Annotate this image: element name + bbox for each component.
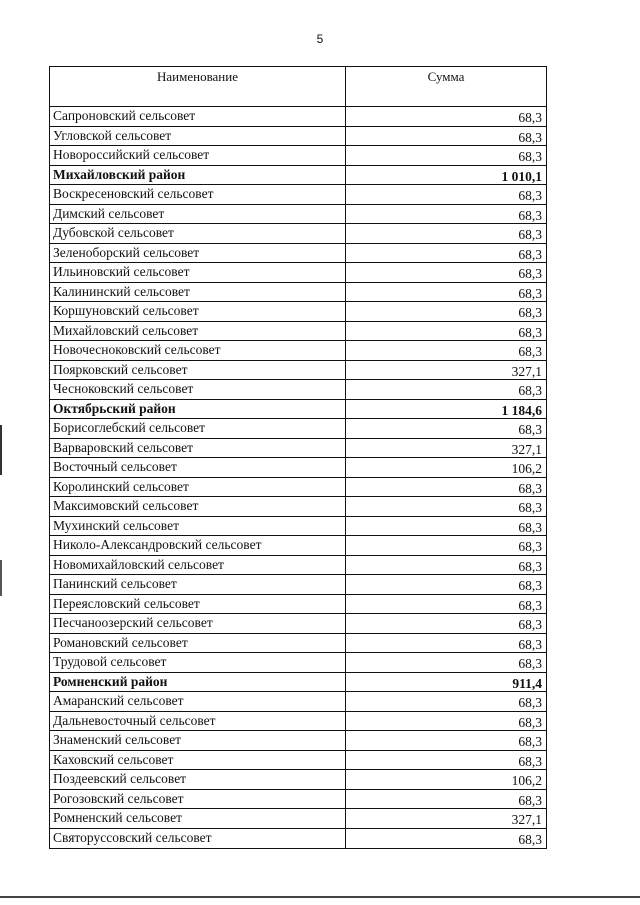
row-sum: 1 010,1 [501,168,542,184]
row-name: Октябрьский район [50,400,346,419]
row-name: Угловской сельсовет [50,127,346,146]
table-row [50,224,546,244]
table-row [50,575,546,595]
row-name: Михайловский район [50,166,346,185]
row-name: Николо-Александровский сельсовет [50,536,346,555]
row-sum: 68,3 [518,578,542,593]
row-name: Поярковский сельсовет [50,361,346,380]
row-sum: 68,3 [518,149,542,164]
header-sum: Сумма [427,69,465,84]
table-row [50,497,546,517]
table-row [50,556,546,576]
row-sum: 68,3 [518,734,542,749]
table-row [50,380,546,400]
table-row [50,614,546,634]
row-name: Романовский сельсовет [50,634,346,653]
table-row [50,731,546,751]
row-sum: 68,3 [518,695,542,710]
row-sum: 106,2 [511,773,542,788]
row-name: Коршуновский сельсовет [50,302,346,321]
table-row [50,790,546,810]
table-row [50,692,546,712]
row-name: Ромненский район [50,673,346,692]
table-row [50,419,546,439]
row-name: Ромненский сельсовет [50,809,346,828]
row-sum: 68,3 [518,344,542,359]
table-row [50,809,546,829]
row-sum: 68,3 [518,792,542,808]
row-sum: 68,3 [518,636,542,652]
table-row [50,302,546,322]
table-row [50,829,546,849]
table-row [50,263,546,283]
row-name: Восточный сельсовет [50,458,346,477]
scan-mark [0,425,2,475]
table-row [50,244,546,264]
row-sum: 68,3 [518,110,542,125]
row-sum: 68,3 [518,539,542,554]
table-row [50,322,546,342]
row-sum: 68,3 [518,480,542,496]
district-row [50,166,546,186]
row-sum: 106,2 [511,461,542,476]
row-name: Варваровский сельсовет [50,439,346,458]
table-row [50,127,546,147]
table-row [50,634,546,654]
row-name: Мухинский сельсовет [50,517,346,536]
row-name: Зеленоборский сельсовет [50,244,346,263]
scan-edge-line [0,896,640,898]
row-sum: 68,3 [518,831,542,847]
row-sum: 68,3 [518,324,542,340]
row-name: Сапроновский сельсовет [50,107,346,126]
table-row [50,751,546,771]
row-name: Трудовой сельсовет [50,653,346,672]
row-sum: 68,3 [518,227,542,242]
table-row [50,653,546,673]
row-sum: 68,3 [518,617,542,632]
row-sum: 1 184,6 [501,402,542,418]
row-name: Амаранский сельсовет [50,692,346,711]
table-row [50,341,546,361]
row-sum: 68,3 [518,558,542,574]
row-sum: 911,4 [512,675,542,691]
row-name: Новороссийский сельсовет [50,146,346,165]
row-sum: 68,3 [518,207,542,223]
row-name: Переясловский сельсовет [50,595,346,614]
page-number: 5 [316,32,324,46]
row-name: Борисоглебский сельсовет [50,419,346,438]
table-row [50,283,546,303]
row-sum: 68,3 [518,285,542,301]
table-row [50,458,546,478]
row-sum: 68,3 [518,129,542,145]
row-sum: 327,1 [511,812,542,827]
row-name: Знаменский сельсовет [50,731,346,750]
row-sum: 68,3 [518,597,542,613]
row-name: Рогозовский сельсовет [50,790,346,809]
table-row [50,146,546,166]
row-name: Королинский сельсовет [50,478,346,497]
row-sum: 68,3 [518,656,542,671]
row-name: Димский сельсовет [50,205,346,224]
row-sum: 68,3 [518,188,542,203]
table-row [50,770,546,790]
row-sum: 68,3 [518,305,542,320]
row-name: Максимовский сельсовет [50,497,346,516]
row-name: Новомихайловский сельсовет [50,556,346,575]
row-name: Поздеевский сельсовет [50,770,346,789]
row-sum: 68,3 [518,714,542,730]
row-sum: 68,3 [518,422,542,437]
district-row [50,400,546,420]
table-row [50,712,546,732]
scan-mark [0,560,2,596]
row-sum: 68,3 [518,383,542,398]
row-name: Песчаноозерский сельсовет [50,614,346,633]
row-name: Панинский сельсовет [50,575,346,594]
row-name: Михайловский сельсовет [50,322,346,341]
row-name: Дубовской сельсовет [50,224,346,243]
row-name: Чесноковский сельсовет [50,380,346,399]
budget-table [49,66,547,849]
table-row [50,205,546,225]
table-row [50,517,546,537]
row-name: Калининский сельсовет [50,283,346,302]
district-row [50,673,546,693]
table-row [50,536,546,556]
table-row [50,478,546,498]
header-name: Наименование [50,67,346,106]
row-sum: 327,1 [511,363,542,379]
table-row [50,361,546,381]
row-sum: 68,3 [518,753,542,769]
row-sum: 68,3 [518,500,542,515]
row-sum: 68,3 [518,519,542,535]
table-header [50,67,546,107]
table-row [50,107,546,127]
table-row [50,439,546,459]
row-name: Ильиновский сельсовет [50,263,346,282]
row-name: Каховский сельсовет [50,751,346,770]
table-row [50,185,546,205]
row-name: Дальневосточный сельсовет [50,712,346,731]
row-sum: 68,3 [518,266,542,281]
row-name: Воскресеновский сельсовет [50,185,346,204]
row-name: Новочесноковский сельсовет [50,341,346,360]
row-sum: 68,3 [518,246,542,262]
table-row [50,595,546,615]
row-name: Святоруссовский сельсовет [50,829,346,849]
table-body [50,107,546,848]
row-sum: 327,1 [511,441,542,457]
